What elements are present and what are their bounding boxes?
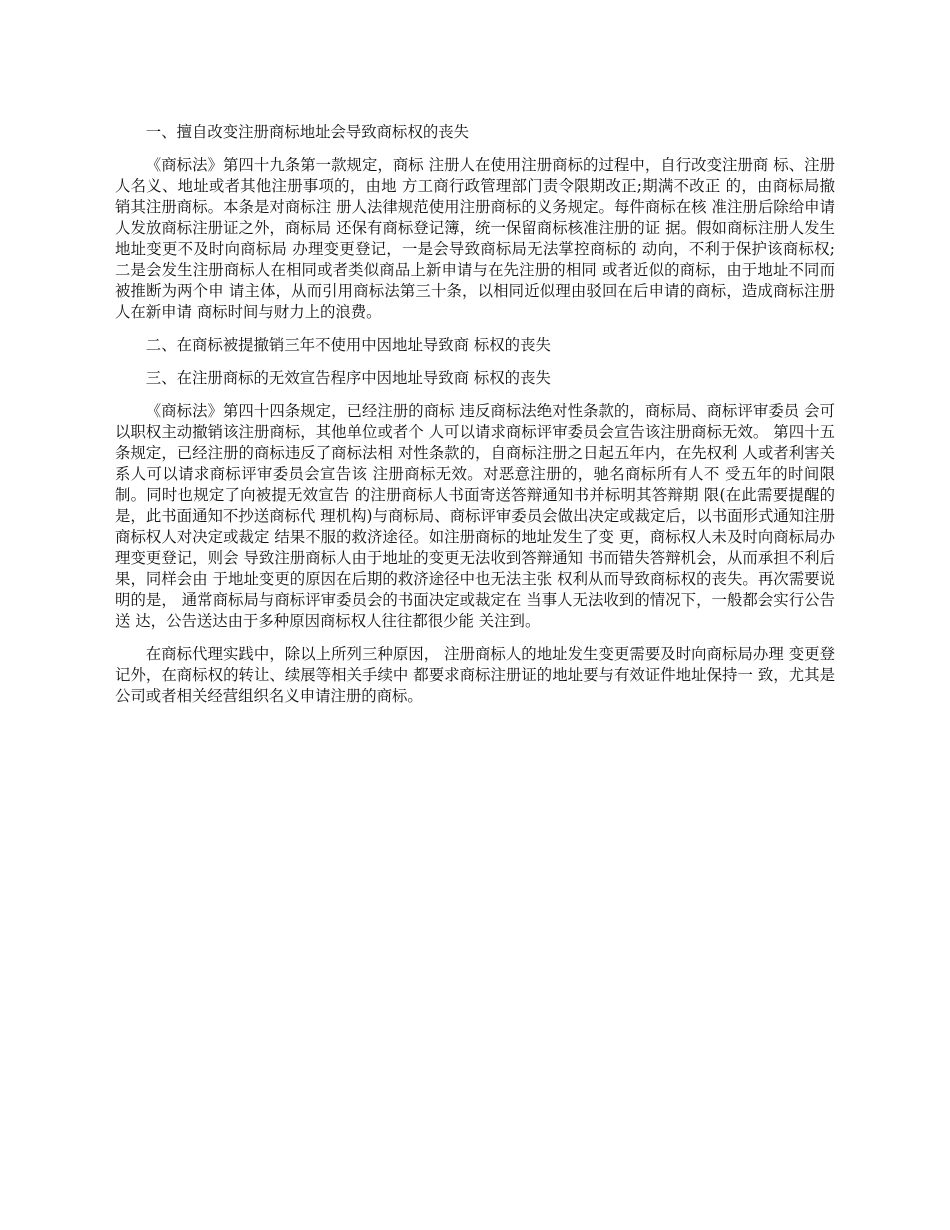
section-heading-3: 三、在注册商标的无效宣告程序中因地址导致商 标权的丧失: [145, 369, 551, 387]
section-heading-1: 一、擅自改变注册商标地址会导致商标权的丧失: [145, 123, 470, 141]
paragraph-3: 在商标代理实践中，除以上所列三种原因， 注册商标人的地址发生变更需要及时向商标局办理 变更登记外，在商标权的转让、续展等相关手续中 都要求商标注册证的地址要与有效证件地址保持一 致，尤其是公司或者相关经营组织名义申请注册的商标。: [115, 645, 835, 705]
section-heading-2: 二、在商标被提撤销三年不使用中因地址导致商 标权的丧失: [145, 336, 551, 354]
document-body: [115, 122, 835, 719]
paragraph-1: 《商标法》第四十九条第一款规定，商标 注册人在使用注册商标的过程中，自行改变注册商 标、注册人名义、地址或者其他注册事项的，由地 方工商行政管理部门责令限期改正;期满不改正 的，由商标局撤销其注册商标。本条是对商标注 册人法律规范使用注册商标的义务规定。每件商标在核 准注册后除给申请人发放商标注册证之外，商标局 还保有商标登记簿，统一保留商标核准注册的证 据。假如商标注册人发生地址变更不及时向商标局 办理变更登记，一是会导致商标局无法掌控商标的 动向，不利于保护该商标权;二是会发生注册商标人在相同或者类似商品上新申请与在先注册的相同 或者近似的商标，由于地址不同而被推断为两个申 请主体，从而引用商标法第三十条，以相同近似理由驳回在后申请的商标，造成商标注册人在新申请 商标时间与财力上的浪费。: [115, 156, 835, 321]
paragraph-2: 《商标法》第四十四条规定，已经注册的商标 违反商标法绝对性条款的，商标局、商标评审委员 会可以职权主动撤销该注册商标，其他单位或者个 人可以请求商标评审委员会宣告该注册商标无效。 第四十五条规定，已经注册的商标违反了商标法相 对性条款的，自商标注册之日起五年内，在先权利 人或者利害关系人可以请求商标评审委员会宣告该 注册商标无效。对恶意注册的，驰名商标所有人不 受五年的时间限制。同时也规定了向被提无效宣告 的注册商标人书面寄送答辩通知书并标明其答辩期 限(在此需要提醒的是，此书面通知不抄送商标代 理机构)与商标局、商标评审委员会做出决定或裁定后，以书面形式通知注册商标权人对决定或裁定 结果不服的救济途径。如注册商标的地址发生了变 更，商标权人未及时向商标局办理变更登记，则会 导致注册商标人由于地址的变更无法收到答辩通知 书而错失答辩机会，从而承担不利后果，同样会由 于地址变更的原因在后期的救济途径中也无法主张 权利从而导致商标权的丧失。再次需要说明的是， 通常商标局与商标评审委员会的书面决定或裁定在 当事人无法收到的情况下，一般都会实行公告送 达，公告送达由于多种原因商标权人往往都很少能 关注到。: [115, 402, 835, 630]
